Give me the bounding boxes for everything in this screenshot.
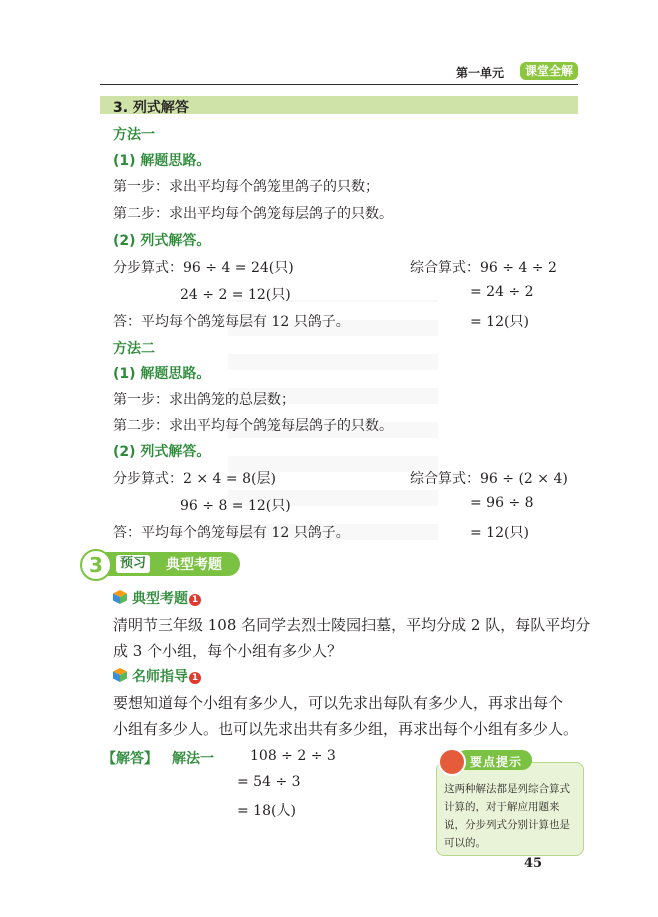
example-heading-number: 1	[189, 594, 201, 606]
header-rule	[100, 84, 578, 85]
banner-number: 3	[80, 549, 112, 581]
answer-method: 解法一	[172, 751, 214, 767]
cube-icon	[113, 590, 127, 604]
method2-step-calc: 分步算式：2 × 4 = 8(层)	[113, 471, 276, 487]
guide-line2: 小组有多少人。也可以先求出共有多少组，再求出每个小组有多少人。	[113, 720, 579, 738]
method1-step1: 第一步：求出平均每个鸽笼里鸽子的只数；	[113, 179, 379, 195]
method1-title: 方法一	[113, 127, 155, 143]
tip-header	[456, 750, 532, 770]
method2-title: 方法二	[113, 341, 155, 357]
answer-line3: = 18(人)	[237, 803, 296, 819]
tip-box	[436, 748, 582, 854]
answer-label: 【解答】	[102, 751, 158, 767]
method2-calc-title: (2) 列式解答。	[113, 444, 211, 460]
section-badge: 课堂全解	[520, 62, 578, 80]
method1-calc-title: (2) 列式解答。	[113, 233, 211, 249]
method1-step-calc: 分步算式：96 ÷ 4 = 24(只)	[113, 260, 294, 276]
method1-step-calc-line2: 24 ÷ 2 = 12(只)	[180, 287, 291, 303]
section-banner	[80, 549, 240, 579]
method2-combo-calc: 综合算式：96 ÷ (2 × 4)	[410, 471, 568, 487]
method1-combo-line2: = 24 ÷ 2	[470, 284, 534, 300]
answer-line1: 108 ÷ 2 ÷ 3	[250, 748, 336, 764]
guide-heading-text: 名师指导	[132, 669, 188, 685]
guide-heading	[132, 666, 201, 686]
example-line1: 清明节三年级 108 名同学去烈士陵园扫墓，平均分成 2 队，每队平均分	[113, 616, 591, 634]
method1-combo-calc: 综合算式：96 ÷ 4 ÷ 2	[410, 260, 557, 276]
example-heading-text: 典型考题	[132, 591, 188, 607]
method2-step2: 第二步：求出平均每个鸽笼每层鸽子的只数。	[113, 418, 393, 434]
example-line2: 成 3 个小组，每个小组有多少人？	[113, 642, 343, 660]
method2-idea-title: (1) 解题思路。	[113, 366, 211, 382]
method2-combo-line3: = 12(只)	[470, 525, 529, 541]
method2-answer: 答：平均每个鸽笼每层有 12 只鸽子。	[113, 525, 350, 541]
example-heading	[132, 588, 201, 608]
answer-line2: = 54 ÷ 3	[237, 774, 301, 790]
unit-label: 第一单元	[456, 66, 505, 80]
method2-step-calc-line2: 96 ÷ 8 = 12(只)	[180, 498, 291, 514]
banner-prefix: 预习	[116, 555, 150, 573]
method1-idea-title: (1) 解题思路。	[113, 153, 211, 169]
method1-answer: 答：平均每个鸽笼每层有 12 只鸽子。	[113, 314, 350, 330]
tip-text: 这两种解法都是列综合算式计算的，对于解应用题来说，分步列式分别计算也是可以的。	[444, 783, 570, 849]
tip-title: 要点提示	[470, 755, 523, 769]
method2-step1: 第一步：求出鸽笼的总层数；	[113, 392, 295, 408]
cube-icon	[113, 668, 127, 682]
method1-step2: 第二步：求出平均每个鸽笼每层鸽子的只数。	[113, 206, 393, 222]
page-number: 45	[524, 856, 543, 871]
method2-combo-line2: = 96 ÷ 8	[470, 495, 534, 511]
guide-heading-number: 1	[189, 672, 201, 684]
banner-title: 典型考题	[166, 557, 222, 573]
guide-line1: 要想知道每个小组有多少人，可以先求出每队有多少人，再求出每个	[113, 694, 564, 712]
section-title: 3. 列式解答	[113, 100, 189, 116]
method1-combo-line3: = 12(只)	[470, 314, 529, 330]
mascot-icon	[438, 748, 466, 776]
